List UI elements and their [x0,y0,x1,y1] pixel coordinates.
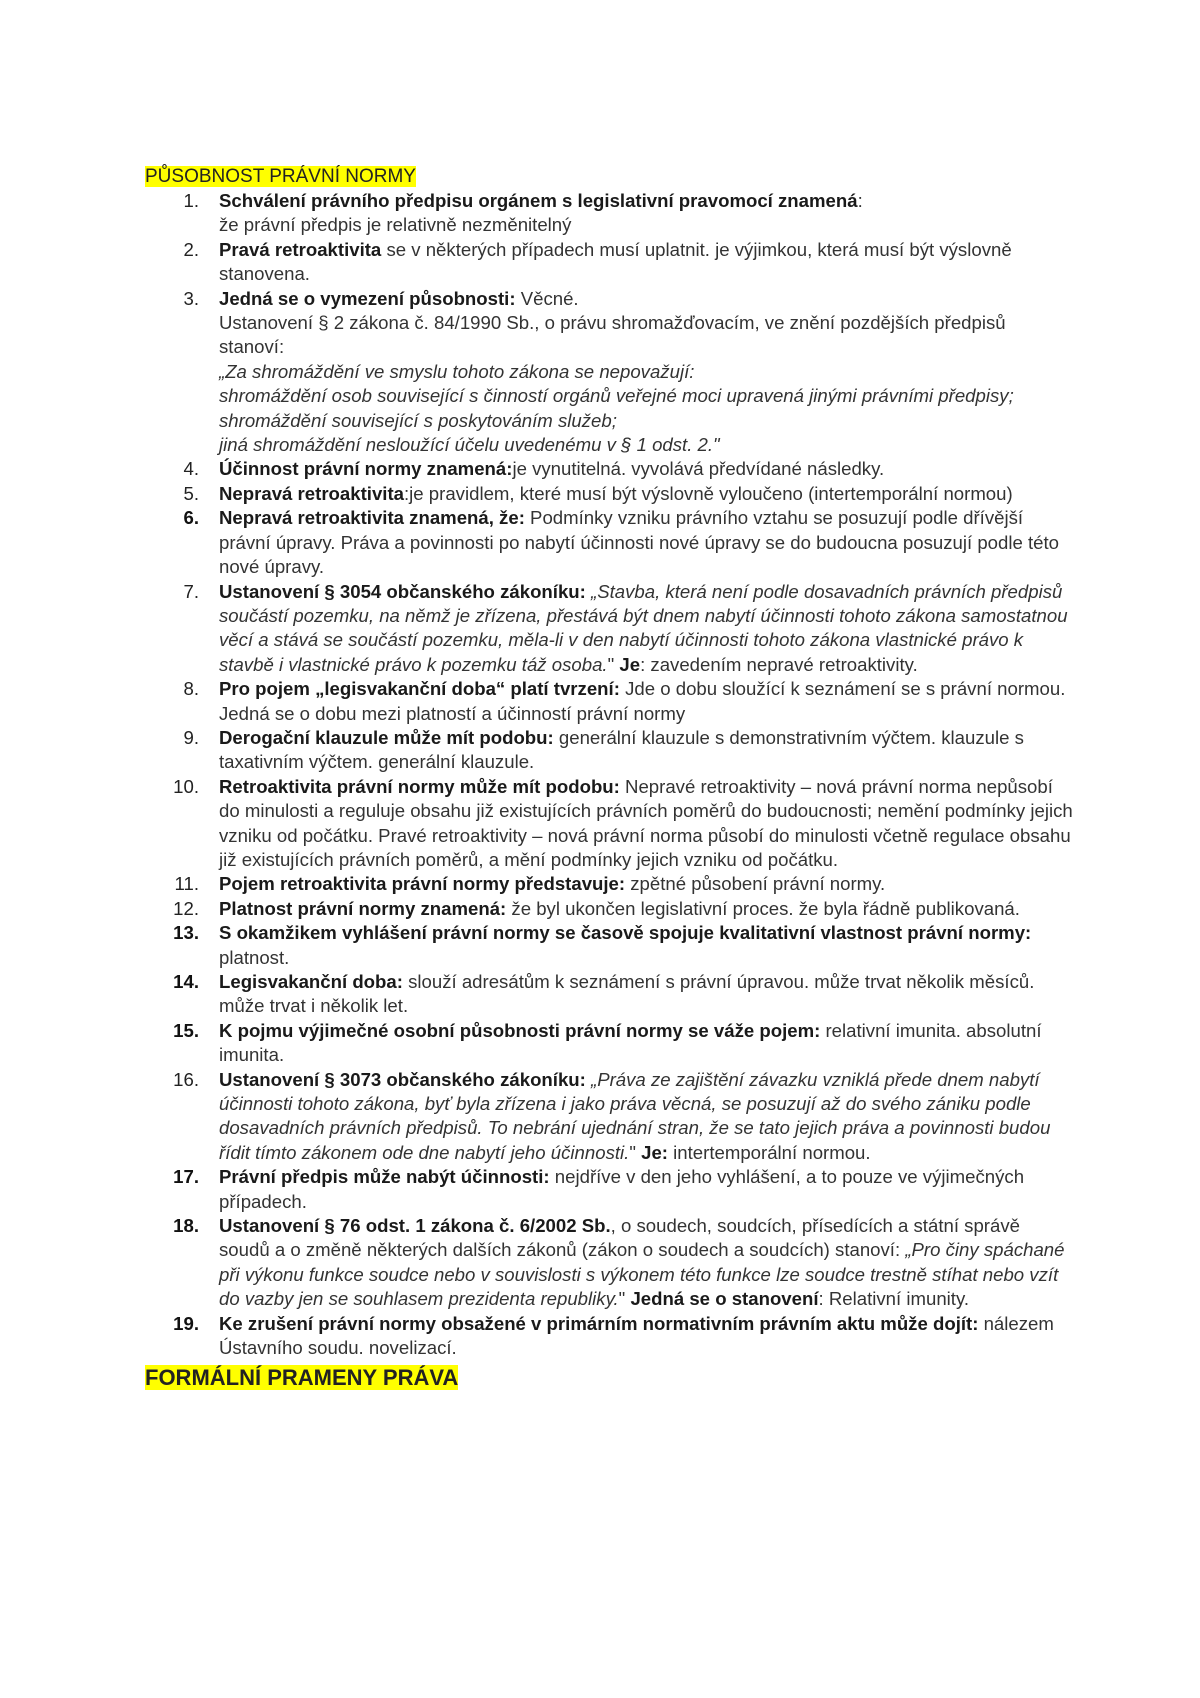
document-page [145,165,1075,1393]
item-text: platnost. [219,946,290,968]
section-heading-pusobnost [145,165,1075,189]
item-text: " [629,1141,642,1163]
item-text: Ustanovení § 2 zákona č. 84/1990 Sb., o právu shromažďovacím, ve znění pozdějších předpisů stanoví: [219,312,1006,358]
item-text: " [607,653,620,675]
item-number: 8. [183,678,199,700]
item-quote: shromáždění související s poskytováním služeb; [219,409,617,431]
item-number: 7. [183,580,199,602]
highlighted-heading: PŮSOBNOST PRÁVNÍ NORMY [145,166,416,187]
item-label: Jedná se o stanovení [630,1288,819,1310]
item-number: 15. [173,1019,199,1041]
item-text: Nepravé retroaktivity – nová právní norma nepůsobí do minulosti a reguluje obsahu již existujících právních poměrů do budoucnosti; nemění podmínky jejich vzniku od počátku. Pravé retroaktivity – nová právní norma působí do minulosti včetně regulace obsahu již existujících právních poměrů, a mění podmínky jejich vzniku od počátku. [219,775,1073,870]
section-heading-formalni-prameny [145,1363,1075,1393]
item-number: 5. [183,482,199,504]
item-number: 19. [173,1312,199,1334]
item-text: že byl ukončen legislativní proces. že byla řádně publikovaná. [506,897,1020,919]
list-item [145,1214,1075,1312]
item-text: nejdříve v den jeho vyhlášení, a to pouze ve výjimečných případech. [219,1166,1025,1212]
item-number: 14. [173,971,199,992]
item-quote: „Pro činy spáchané při výkonu funkce soudce nebo v souvislosti s výkonem této funkce lze soudce trestně stíhat nebo vzít do vazby jen se souhlasem prezidenta republiky. [219,1239,1065,1310]
list-item [145,1312,1075,1361]
item-label: Ke zrušení právní normy obsažené v primárním normativním právním aktu může dojít: [219,1312,979,1334]
item-label: Legisvakanční doba: [219,971,403,992]
item-text: : Relativní imunity. [818,1288,970,1310]
item-number: 2. [183,238,199,260]
item-text: intertemporální normou. [668,1141,871,1163]
item-label: Platnost právní normy znamená: [219,897,507,919]
item-label: Je: [641,1141,668,1163]
item-number: 9. [183,726,199,748]
item-label: Nepravá retroaktivita [219,482,404,504]
item-label: Retroaktivita právní normy může mít podobu: [219,775,620,797]
item-label: Ustanovení § 76 odst. 1 zákona č. 6/2002 Sb. [219,1215,611,1237]
item-label: Pojem retroaktivita právní normy představuje: [219,873,626,895]
item-label: S okamžikem vyhlášení právní normy se časově spojuje kvalitativní vlastnost právní normy: [219,922,1032,944]
item-label: Jedná se o vymezení působnosti: [219,287,516,309]
item-label: Je [619,653,641,675]
item-label: Nepravá retroaktivita znamená, že: [219,507,525,529]
item-quote: jiná shromáždění nesloužící účelu uvedenému v § 1 odst. 2." [219,434,720,456]
item-label: Derogační klauzule může mít podobu: [219,726,554,748]
list-item [145,189,1075,238]
item-number: 10. [173,775,199,797]
item-quote: „Práva ze zajištění závazku vzniklá přede dnem nabytí účinnosti tohoto zákona, byť byla zřízena i jako práva věcná, se posuzují až do svého zániku podle dosavadních právních předpisů. To nebrání ujednání stran, že se tato jejich práva a povinnosti budou řídit tímto zákonem ode dne nabytí jeho účinnosti. [219,1068,1051,1163]
item-label: Ustanovení § 3073 občanského zákoníku: [219,1068,586,1090]
item-label: Právní předpis může nabýt účinnosti: [219,1166,550,1188]
item-number: 6. [183,507,199,529]
item-text: generální klauzule s demonstrativním výčtem. klauzule s taxativním výčtem. generální klauzule. [219,726,1024,773]
item-text: " [618,1288,631,1310]
item-text: že právní předpis je relativně nezměnitelný [219,214,572,236]
list-item [145,1165,1075,1214]
item-label: Účinnost právní normy znamená: [219,458,513,480]
list-item [145,1019,1075,1068]
list-item [145,287,1075,458]
item-text: slouží adresátům k seznámení s právní úpravou. může trvat několik měsíců. může trvat i několik let. [219,971,1035,1017]
item-number: 12. [173,897,199,919]
list-item [145,677,1075,726]
list-item [145,726,1075,775]
item-quote: shromáždění osob související s činností orgánů veřejné moci upravená jinými právními předpisy; [219,385,1014,407]
item-label: K pojmu výjimečné osobní působnosti právní normy se váže pojem: [219,1019,821,1041]
highlighted-heading: FORMÁLNÍ PRAMENY PRÁVA [145,1364,459,1390]
item-label: Ustanovení § 3054 občanského zákoníku: [219,580,586,602]
item-text: se v některých případech musí uplatnit. je výjimkou, která musí být výslovně stanovena. [219,238,1012,285]
list-item [145,775,1075,873]
item-text: Věcné. [515,287,579,309]
item-number: 1. [183,190,199,211]
list-item [145,482,1075,506]
item-label: Schválení právního předpisu orgánem s legislativní pravomocí znamená [219,190,858,211]
item-number: 13. [173,922,199,944]
list-item [145,872,1075,896]
item-text: nálezem Ústavního soudu. novelizací. [219,1312,1054,1359]
item-text: :je pravidlem, které musí být výslovně vyloučeno (intertemporální normou) [404,482,1013,504]
list-item [145,506,1075,579]
item-label: Pravá retroaktivita [219,238,382,260]
item-number: 17. [173,1166,199,1188]
item-number: 4. [183,458,199,480]
list-item [145,970,1075,1019]
item-number: 16. [173,1068,199,1090]
list-item [145,921,1075,970]
item-text: Podmínky vzniku právního vztahu se posuzují podle dřívější právní úpravy. Práva a povinnosti po nabytí účinnosti nové úpravy se do budoucna posuzují podle této nové úpravy. [219,507,1060,578]
item-number: 11. [174,873,199,895]
item-text: zpětné působení právní normy. [625,873,886,895]
item-quote: „Za shromáždění ve smyslu tohoto zákona se nepovažují: [219,360,695,382]
list-item [145,897,1075,921]
question-list [145,189,1075,1361]
list-item [145,580,1075,678]
item-text: je vynutitelná. vyvolává předvídané následky. [512,458,885,480]
item-text: relativní imunita. absolutní imunita. [219,1019,1042,1066]
list-item [145,457,1075,481]
item-quote: „Stavba, která není podle dosavadních právních předpisů součástí pozemku, na němž je zřízena, přestává být dnem nabytí účinnosti tohoto zákona samostatnou věcí a stává se součástí pozemku, měla-li v den nabytí účinnosti tohoto zákona vlastnické právo k stavbě i vlastnické právo k pozemku táž osoba. [219,580,1068,675]
item-number: 3. [183,287,199,309]
item-label: Pro pojem „legisvakanční doba“ platí tvrzení: [219,678,620,700]
list-item [145,1068,1075,1166]
item-text: : [857,190,863,211]
item-text: : zavedením nepravé retroaktivity. [640,653,918,675]
item-number: 18. [173,1215,199,1237]
item-text: Jde o dobu sloužící k seznámení se s právní normou. Jedná se o dobu mezi platností a účinností právní normy [219,678,1066,724]
list-item [145,238,1075,287]
item-text: , o soudech, soudcích, přísedících a státní správě soudů a o změně některých dalších zákonů (zákon o soudech a soudcích) stanoví: [219,1215,1020,1261]
